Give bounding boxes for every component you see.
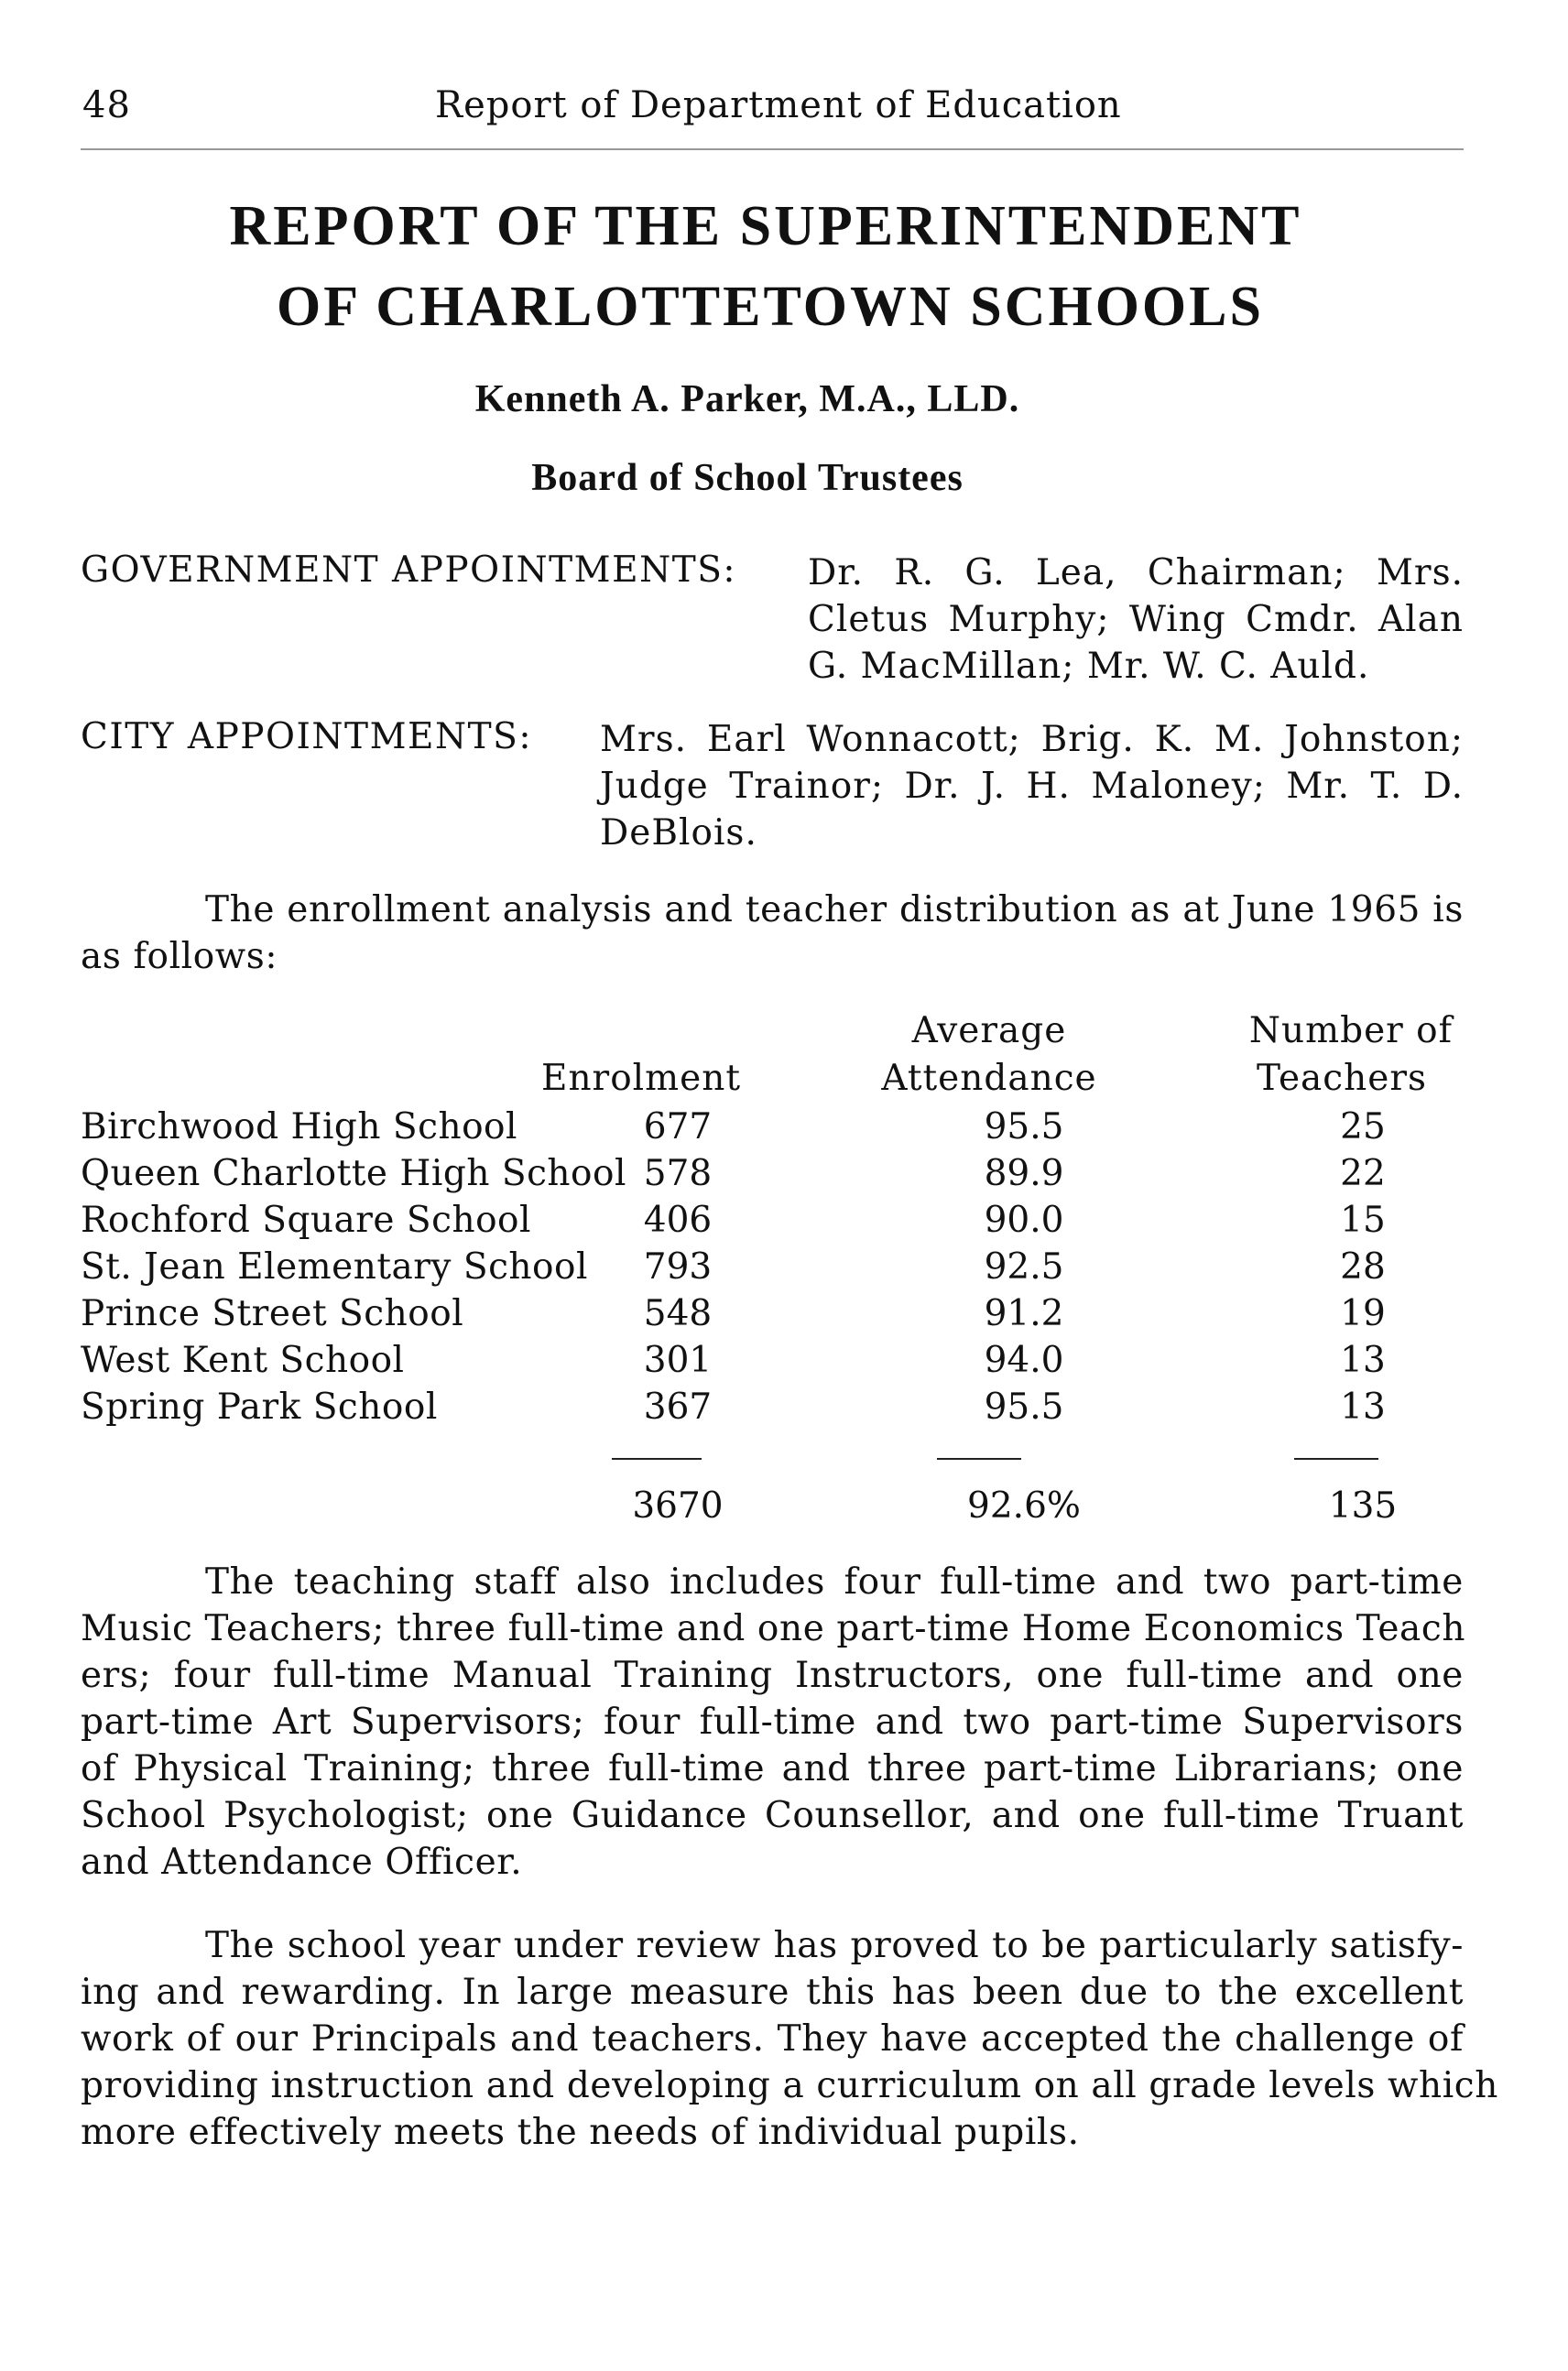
teachers-total: 135: [1328, 1485, 1398, 1527]
intro-line: The enrollment analysis and teacher distribution as at June 1965 is: [205, 889, 1464, 930]
teachers-header-line-1: Number of: [1248, 1010, 1454, 1051]
running-head: Report of Department of Education: [435, 84, 1122, 126]
paragraph-line: ers; four full-time Manual Training Instructors, one full-time and one: [81, 1655, 1464, 1696]
government-appointments-text: [808, 549, 1464, 690]
paragraph-line: part-time Art Supervisors; four full-time and two part-time Supervisors: [81, 1702, 1464, 1743]
city-line: Judge Trainor; Dr. J. H. Maloney; Mr. T. D.: [600, 766, 1464, 807]
author-name: Kenneth A. Parker, M.A., LLD.: [474, 378, 1020, 420]
paragraph-line: providing instruction and developing a curriculum on all grade levels which: [81, 2065, 1498, 2106]
government-line: Dr. R. G. Lea, Chairman; Mrs.: [808, 552, 1464, 593]
board-heading: Board of School Trustees: [531, 457, 964, 499]
paragraph-line: The school year under review has proved to be particularly satisfy-: [205, 1925, 1464, 1966]
teachers-value: 22: [1340, 1153, 1386, 1194]
enrolment-value: 578: [643, 1153, 713, 1194]
paragraph-line: ing and rewarding. In large measure this has been due to the excellent: [81, 1972, 1464, 2013]
teachers-value: 19: [1340, 1293, 1386, 1334]
table-row: [81, 1153, 1464, 1200]
paragraph-line: School Psychologist; one Guidance Counsellor, and one full-time Truant: [81, 1795, 1464, 1836]
enrolment-total: 3670: [632, 1485, 724, 1527]
paragraph-line: of Physical Training; three full-time and three part-time Librarians; one: [81, 1748, 1464, 1789]
staff-paragraph: [81, 1559, 1464, 1886]
intro-line: as follows:: [81, 936, 278, 977]
school-name: St. Jean Elementary School: [81, 1246, 588, 1288]
table-row: [81, 1293, 1464, 1340]
school-name: Prince Street School: [81, 1293, 464, 1334]
government-line: Cletus Murphy; Wing Cmdr. Alan: [808, 599, 1464, 640]
totals-row: [81, 1485, 1464, 1532]
paragraph-line: Music Teachers; three full-time and one part-time Home Economics Teach: [81, 1608, 1466, 1649]
attendance-header-line-1: Average: [911, 1010, 1067, 1051]
header-rule: [81, 148, 1464, 150]
attendance-value: 89.9: [984, 1153, 1064, 1194]
table-row: [81, 1106, 1464, 1153]
enrolment-value: 367: [643, 1387, 713, 1428]
table-row: [81, 1387, 1464, 1433]
table-row: [81, 1340, 1464, 1387]
teachers-total-rule: [1294, 1458, 1378, 1460]
report-title-line-2: OF CHARLOTTETOWN SCHOOLS: [277, 276, 1264, 338]
teachers-value: 28: [1340, 1246, 1386, 1288]
enrolment-value: 406: [643, 1200, 713, 1241]
school-name: Rochford Square School: [81, 1200, 532, 1241]
school-name: Queen Charlotte High School: [81, 1153, 626, 1194]
attendance-header-line-2: Attendance: [881, 1058, 1097, 1099]
school-name: West Kent School: [81, 1340, 405, 1381]
attendance-total-rule: [937, 1458, 1021, 1460]
city-appointments-label: CITY APPOINTMENTS:: [81, 716, 532, 757]
enrolment-header: Enrolment: [540, 1058, 742, 1099]
paragraph-line: and Attendance Officer.: [81, 1842, 523, 1883]
city-line: Mrs. Earl Wonnacott; Brig. K. M. Johnston;: [600, 719, 1464, 760]
school-name: Birchwood High School: [81, 1106, 518, 1147]
paragraph-line: The teaching staff also includes four full-time and two part-time: [205, 1561, 1464, 1603]
page-header: [82, 84, 1465, 139]
enrolment-value: 548: [643, 1293, 713, 1334]
enrolment-value: 793: [643, 1246, 713, 1288]
attendance-value: 91.2: [984, 1293, 1064, 1334]
page-number: 48: [82, 84, 131, 126]
teachers-value: 15: [1340, 1200, 1386, 1241]
government-line: G. MacMillan; Mr. W. C. Auld.: [808, 646, 1370, 687]
table-row: [81, 1246, 1464, 1293]
teachers-value: 13: [1340, 1387, 1386, 1428]
school-name: Spring Park School: [81, 1387, 438, 1428]
intro-paragraph: [81, 886, 1464, 980]
attendance-value: 92.5: [984, 1246, 1064, 1288]
enrolment-value: 677: [643, 1106, 713, 1147]
review-paragraph: [81, 1922, 1498, 2156]
teachers-value: 25: [1340, 1106, 1386, 1147]
report-title-line-1: REPORT OF THE SUPERINTENDENT: [229, 195, 1302, 257]
government-appointments-label: GOVERNMENT APPOINTMENTS:: [81, 549, 737, 591]
table-row: [81, 1200, 1464, 1246]
enrolment-value: 301: [643, 1340, 713, 1381]
attendance-value: 94.0: [984, 1340, 1064, 1381]
city-line: DeBlois.: [600, 812, 757, 854]
city-appointments-text: [600, 716, 1464, 856]
enrolment-total-rule: [612, 1458, 702, 1460]
teachers-header-line-2: Teachers: [1256, 1058, 1427, 1099]
paragraph-line: work of our Principals and teachers. They have accepted the challenge of: [81, 2018, 1464, 2060]
teachers-value: 13: [1340, 1340, 1386, 1381]
attendance-value: 95.5: [984, 1387, 1064, 1428]
attendance-total: 92.6%: [967, 1485, 1081, 1527]
attendance-value: 90.0: [984, 1200, 1064, 1241]
paragraph-line: more effectively meets the needs of individual pupils.: [81, 2112, 1080, 2153]
attendance-value: 95.5: [984, 1106, 1064, 1147]
